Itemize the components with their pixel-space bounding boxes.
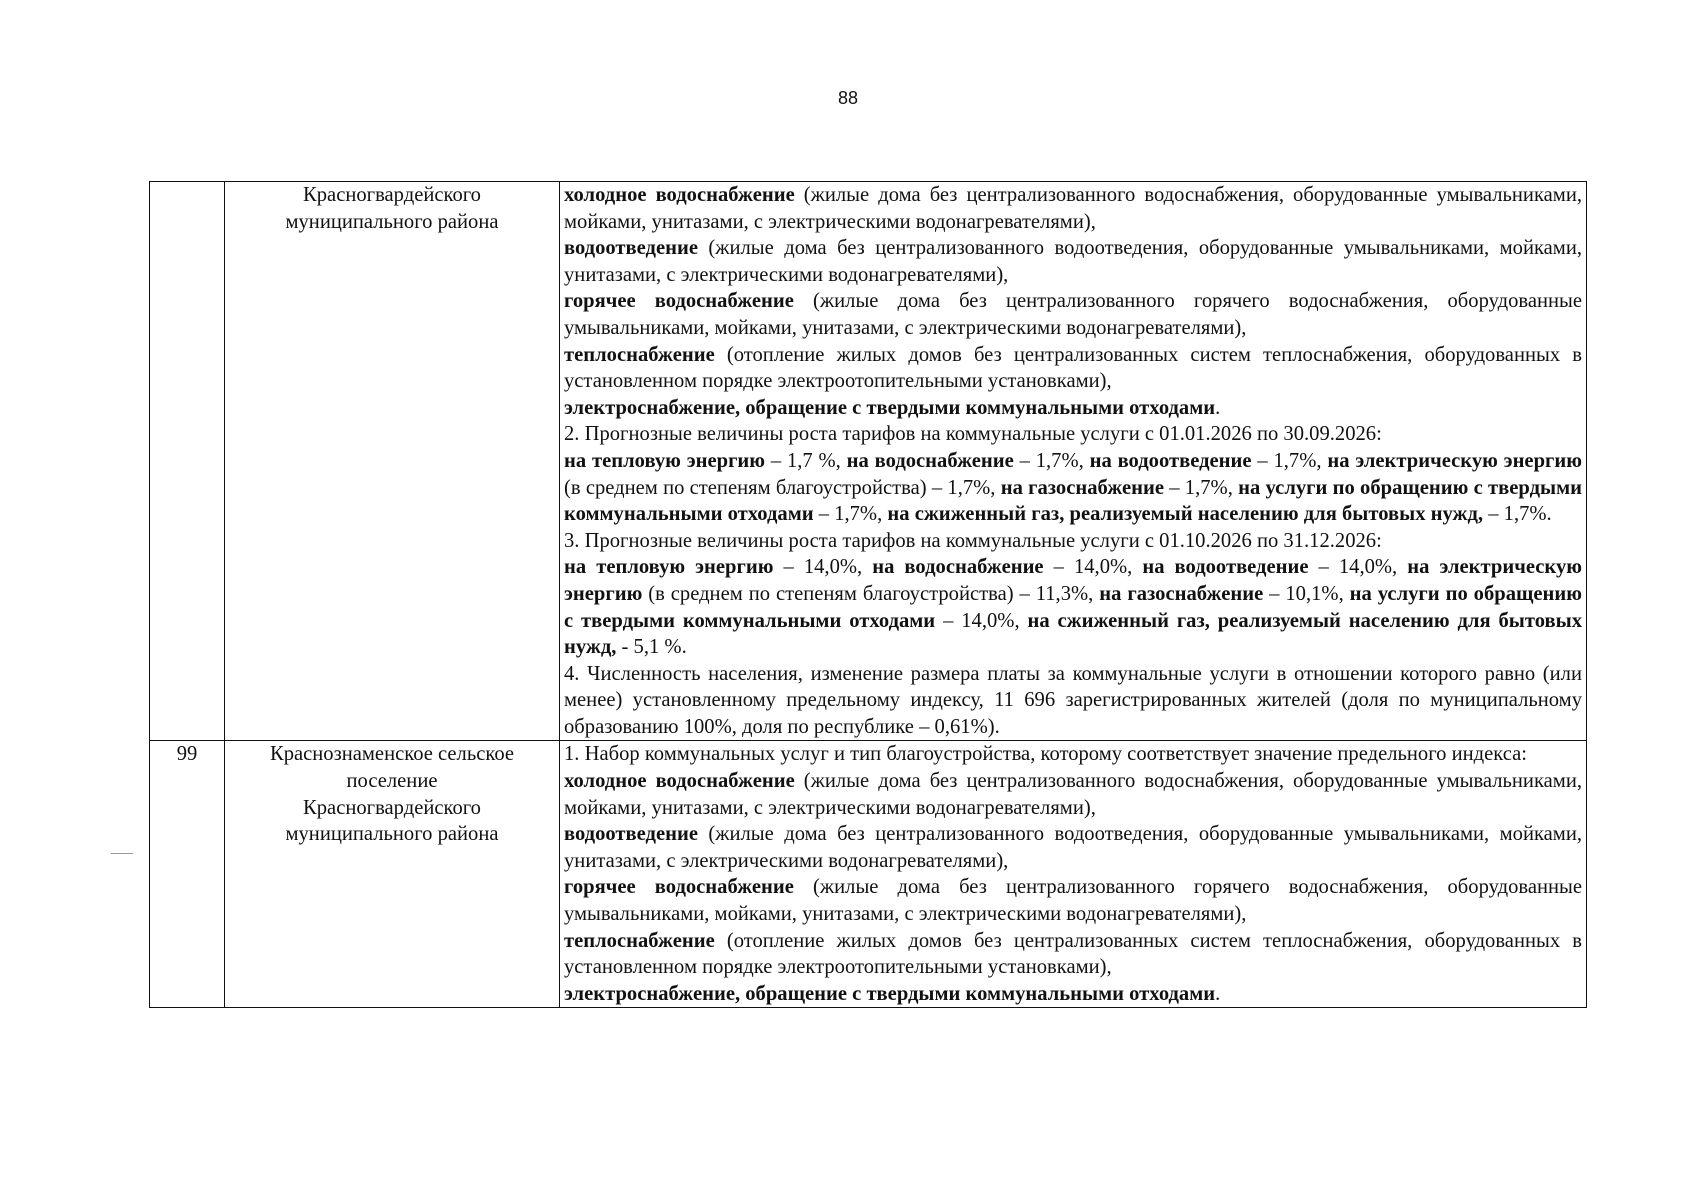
margin-mark (111, 853, 133, 854)
description-cell (560, 182, 1587, 741)
text-run: (жилые дома без централизованного водоотведения, оборудованные умывальниками, мойками, унитазами, с электрическими водонагревателями), (564, 237, 1582, 286)
bold-text-run: горячее водоснабжение (564, 290, 794, 313)
text-run: – 1,7%, (1251, 449, 1328, 472)
text-run: (отопление жилых домов без централизованных систем теплоснабжения, оборудованных в установленном порядке электроотопительными установками), (564, 343, 1582, 393)
bold-text-run: на тепловую энергию (564, 449, 766, 472)
description-paragraph (564, 928, 1582, 981)
description-paragraph (564, 528, 1582, 555)
bold-text-run: холодное водоснабжение (564, 184, 795, 206)
bold-text-run: водоотведение (564, 823, 698, 846)
municipality-cell (225, 741, 560, 1008)
bold-text-run: холодное водоснабжение (564, 770, 795, 793)
text-run: – 1,7 %, (765, 449, 847, 472)
bold-text-run: на сжиженный газ, реализуемый населению для бытовых нужд, (887, 503, 1484, 526)
text-run: – 14,0%, (773, 556, 873, 579)
text-run: 3. Прогнозные величины роста тарифов на коммунальные услуги с 01.10.2026 по 31.12.2026: (564, 529, 1382, 552)
municipality-cell (225, 182, 560, 741)
bold-text-run: на газоснабжение (1000, 476, 1164, 499)
text-run: - 5,1 %. (616, 636, 687, 659)
text-run: 1. Набор коммунальных услуг и тип благоустройства, которому соответствует значение предельного индекса: (564, 743, 1527, 766)
description-paragraph (564, 821, 1582, 874)
text-run: – 14,0%, (1043, 556, 1143, 579)
page-number: 88 (837, 88, 859, 108)
text-run: (жилые дома без централизованного водоснабжения, оборудованные умывальниками, мойками, унитазами, с электрическими водонагревателями), (564, 184, 1582, 233)
bold-text-run: на сжиженный газ, реализуемый населению для бытовых нужд, (564, 609, 1583, 659)
table-row (150, 741, 1587, 1008)
municipality-name-line: муниципального района (285, 210, 499, 233)
text-run: – 10,1%, (1263, 582, 1350, 605)
text-run: (жилые дома без централизованного водоотведения, оборудованные умывальниками, мойками, унитазами, с электрическими водонагревателями), (564, 823, 1582, 872)
tariff-table (149, 181, 1587, 1008)
bold-text-run: на водоотведение (1142, 556, 1309, 579)
bold-text-run: на водоснабжение (872, 556, 1044, 579)
description-paragraph (564, 288, 1582, 341)
bold-text-run: на тепловую энергию (564, 556, 774, 579)
text-run: – 14,0%, (935, 609, 1028, 632)
description-paragraph (564, 741, 1582, 768)
bold-text-run: на электрическую энергию (564, 556, 1582, 605)
table-body (150, 182, 1587, 1008)
table-row (150, 182, 1587, 741)
municipality-name-line: Красногвардейского (303, 184, 481, 206)
text-run: – 1,7%, (813, 503, 888, 526)
description-paragraph (564, 768, 1582, 821)
text-run: . (1215, 396, 1221, 419)
bold-text-run: на услуги по обращению с твердыми коммунальными отходами (564, 476, 1582, 526)
text-run: (в среднем по степеням благоустройства) – 1,7%, (564, 476, 1001, 499)
description-paragraph (564, 395, 1582, 422)
row-number-cell (150, 182, 225, 741)
bold-text-run: на газоснабжение (1099, 582, 1264, 605)
description-paragraph (564, 182, 1582, 235)
municipality-name-line: муниципального района (285, 823, 499, 846)
text-run: – 1,7%, (1163, 476, 1239, 499)
bold-text-run: на электрическую энергию (1327, 449, 1582, 472)
text-run: (жилые дома без централизованного водоснабжения, оборудованные умывальниками, мойками, унитазами, с электрическими водонагревателями), (564, 770, 1582, 819)
text-run: . (1215, 982, 1221, 1005)
description-paragraph (564, 661, 1582, 741)
row-number-cell (150, 741, 225, 1008)
bold-text-run: электроснабжение, обращение с твердыми коммунальными отходами (564, 396, 1216, 419)
text-run: (в среднем по степеням благоустройства) – 11,3%, (642, 582, 1100, 605)
text-run: – 1,7%, (1013, 449, 1090, 472)
description-cell (560, 741, 1587, 1008)
description-paragraph (564, 981, 1582, 1008)
bold-text-run: на водоотведение (1089, 449, 1252, 472)
municipality-name-line: Красногвардейского (303, 796, 481, 819)
text-run: (жилые дома без централизованного горячего водоснабжения, оборудованные умывальниками, мойками, унитазами, с электрическими водонагревателями), (564, 876, 1582, 926)
text-run: (жилые дома без централизованного горячего водоснабжения, оборудованные умывальниками, мойками, унитазами, с электрическими водонагревателями), (564, 290, 1582, 339)
description-paragraph (564, 421, 1582, 448)
description-paragraph (564, 874, 1582, 927)
description-paragraph (564, 448, 1582, 528)
text-run: – 1,7%. (1483, 503, 1552, 526)
text-run: (отопление жилых домов без централизованных систем теплоснабжения, оборудованных в установленном порядке электроотопительными установками), (564, 929, 1582, 979)
bold-text-run: на водоснабжение (846, 449, 1014, 472)
bold-text-run: горячее водоснабжение (564, 876, 794, 899)
municipality-name-line: Краснознаменское сельское (269, 743, 515, 766)
row-number: 99 (176, 743, 198, 766)
bold-text-run: на услуги по обращению с твердыми коммунальными отходами (564, 582, 1583, 632)
bold-text-run: электроснабжение, обращение с твердыми коммунальными отходами (564, 982, 1216, 1005)
description-paragraph (564, 235, 1582, 288)
description-paragraph (564, 554, 1582, 660)
text-run: 4. Численность населения, изменение размера платы за коммунальные услуги в отношении которого равно (или менее) установленному предельному индексу, 11 696 зарегистрированных жителей (доля по муниципальному образованию 100%, доля по республике – 0,61%). (564, 662, 1582, 738)
bold-text-run: водоотведение (564, 237, 698, 260)
description-paragraph (564, 342, 1582, 395)
text-run: 2. Прогнозные величины роста тарифов на коммунальные услуги с 01.01.2026 по 30.09.2026: (564, 423, 1382, 446)
bold-text-run: теплоснабжение (564, 929, 715, 952)
municipality-name-line: поселение (346, 770, 438, 793)
text-run: – 14,0%, (1308, 556, 1408, 579)
bold-text-run: теплоснабжение (564, 343, 715, 366)
